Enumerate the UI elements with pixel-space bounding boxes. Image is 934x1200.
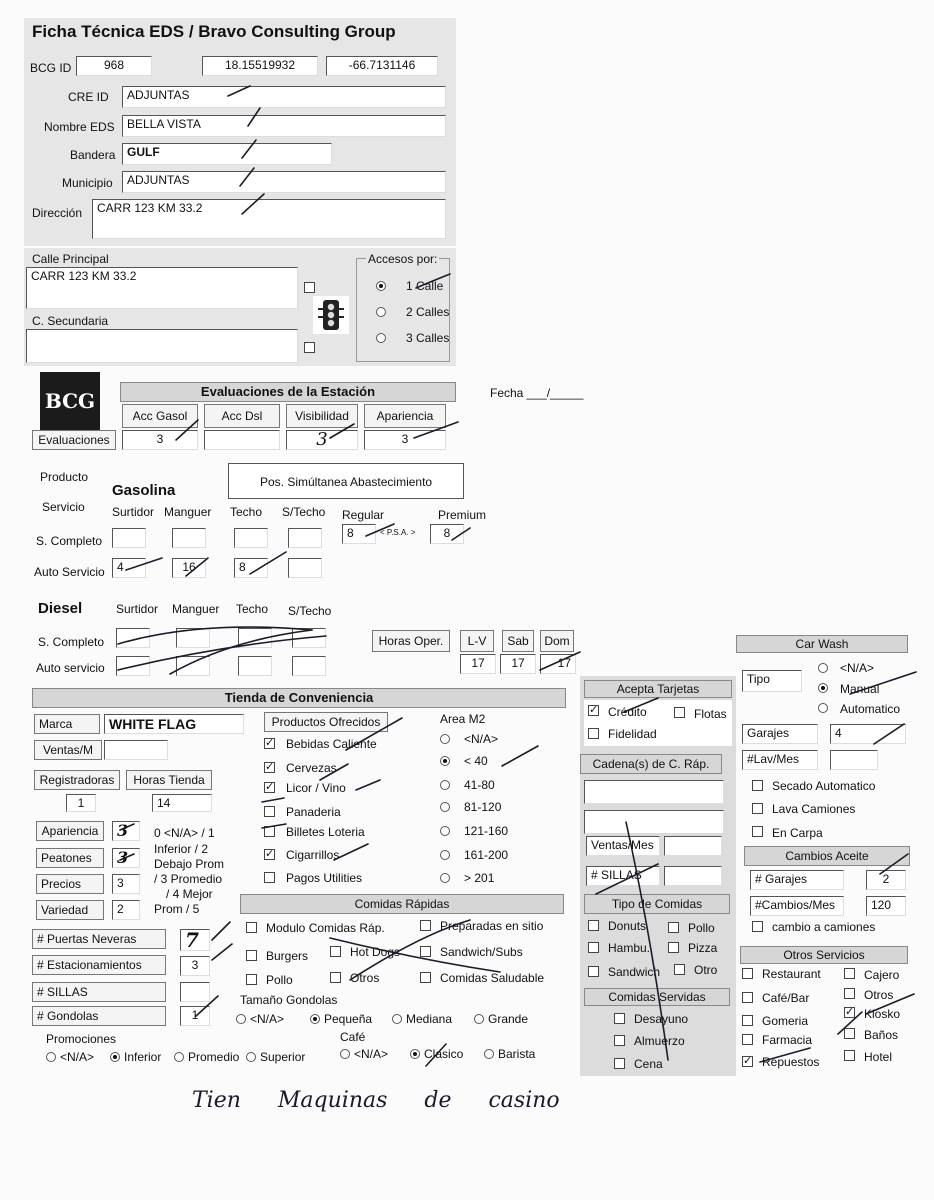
tipo-3-checkbox[interactable] — [668, 942, 679, 953]
comida-7-label: Comidas Saludable — [440, 971, 545, 985]
comida-3-checkbox[interactable] — [330, 946, 341, 957]
ventas-mes-label: Ventas/Mes — [586, 836, 660, 856]
carwash-garajes-field[interactable]: 4 — [830, 724, 906, 744]
gas-stecho-col: S/Techo — [282, 505, 326, 519]
otros-3-label: Farmacia — [762, 1033, 813, 1047]
promociones-label: Promociones — [46, 1032, 117, 1046]
calle-principal-label: Calle Principal — [32, 252, 109, 266]
accesos-2-label: 2 Calles — [406, 305, 450, 319]
comida-5-checkbox[interactable] — [246, 974, 257, 985]
otros-0-checkbox[interactable] — [742, 968, 753, 979]
variedad-field[interactable]: 2 — [112, 900, 140, 920]
en-carpa-checkbox[interactable] — [752, 826, 763, 837]
gas-completo-label: S. Completo — [36, 534, 103, 548]
promo-3-radio[interactable] — [246, 1052, 256, 1062]
traffic-light-icon — [313, 296, 349, 334]
calle-principal-checkbox[interactable] — [304, 282, 315, 293]
cafe-1-label: Clasico — [424, 1047, 464, 1061]
en-carpa-label: En Carpa — [772, 826, 823, 840]
calle-secundaria-field[interactable] — [26, 329, 298, 363]
carwash-lav-field[interactable] — [830, 750, 878, 770]
estacionamientos-label: # Estacionamientos — [32, 955, 166, 975]
secado-label: Secado Automatico — [772, 779, 876, 793]
gas-auto-label: Auto Servicio — [34, 565, 105, 579]
otros-r1-checkbox[interactable] — [844, 988, 855, 999]
servida-1-label: Almuerzo — [634, 1034, 685, 1048]
acepta-tarjetas-title: Acepta Tarjetas — [584, 680, 732, 698]
comida-1-checkbox[interactable] — [420, 920, 431, 931]
cre-id-label: CRE ID — [68, 90, 109, 104]
carwash-tipo-field[interactable]: Tipo — [742, 670, 802, 692]
puertas-field[interactable]: 7 — [180, 929, 210, 951]
credito-checkbox[interactable]: ✓ — [589, 704, 599, 716]
producto-5-label: Cigarrillos — [286, 848, 340, 862]
comidas-servidas-title: Comidas Servidas — [584, 988, 730, 1006]
peatones-label: Peatones — [36, 848, 104, 868]
otros-r3-checkbox[interactable] — [844, 1028, 855, 1039]
accesos-2-radio[interactable] — [376, 307, 386, 317]
scale-line-1: Inferior / 2 — [154, 842, 209, 856]
comida-2-label: Burgers — [266, 949, 309, 963]
tamano-1-label: Pequeña — [324, 1012, 373, 1026]
fidelidad-checkbox[interactable] — [588, 728, 599, 739]
calle-principal-field[interactable]: CARR 123 KM 33.2 — [26, 267, 298, 309]
latitude-field[interactable]: 18.15519932 — [202, 56, 318, 76]
marca-label: Marca — [34, 714, 100, 734]
gondolas-label: # Gondolas — [32, 1006, 166, 1026]
promo-2-radio[interactable] — [174, 1052, 184, 1062]
cambios-mes-label: #Cambios/Mes — [750, 896, 844, 916]
bandera-field[interactable]: GULF — [122, 143, 332, 165]
tipo-2-label: Hambu. — [608, 941, 651, 955]
comida-6-label: Otros — [350, 971, 380, 985]
cafe-1-radio[interactable] — [410, 1049, 420, 1059]
accesos-label: Accesos por: — [368, 252, 438, 266]
dsl-completo-label: S. Completo — [38, 635, 105, 649]
secado-checkbox[interactable] — [752, 780, 763, 791]
bandera-label: Bandera — [70, 148, 116, 162]
gas-manguer-col: Manguer — [164, 505, 212, 519]
carwash-garajes-label: Garajes — [742, 724, 818, 744]
cambios-title: Cambios Aceite — [744, 846, 910, 866]
accesos-3-radio[interactable] — [376, 333, 386, 343]
scale-line-2: Debajo Prom — [154, 857, 225, 871]
horas-tienda-field[interactable]: 14 — [152, 794, 212, 812]
producto-label: Producto — [40, 470, 89, 484]
tipo-5-label: Otro — [694, 963, 718, 977]
flotas-label: Flotas — [694, 707, 727, 721]
scale-line-3: / 3 Promedio — [154, 872, 223, 886]
producto-4-label: Billetes Loteria — [286, 825, 365, 839]
otros-4-label: Repuestos — [762, 1055, 820, 1069]
lv-hours-field[interactable]: 17 — [460, 654, 496, 674]
otros-3-checkbox[interactable] — [742, 1034, 753, 1045]
comidas-rapidas-title: Comidas Rápidas — [240, 894, 564, 914]
area-4-radio[interactable] — [440, 826, 450, 836]
gas-completo-stecho[interactable] — [288, 528, 322, 548]
bcg-id-label: BCG ID — [30, 61, 72, 75]
comida-0-checkbox[interactable] — [246, 922, 257, 933]
tipo-2-checkbox[interactable] — [588, 942, 599, 953]
productos-title: Productos Ofrecidos — [264, 712, 388, 732]
producto-4-checkbox[interactable] — [264, 826, 275, 837]
sillas-rap-label: # SILLAS — [586, 866, 660, 886]
credito-label: Crédito — [608, 705, 647, 719]
calle-secundaria-checkbox[interactable] — [304, 342, 315, 353]
acc-gasol-field[interactable]: 3 — [122, 430, 198, 450]
gas-auto-techo[interactable]: 8 — [234, 558, 268, 578]
visibilidad-field[interactable]: 3 — [286, 430, 358, 450]
precios-label: Precios — [36, 874, 104, 894]
area-5-label: 161-200 — [464, 848, 509, 862]
tienda-title: Tienda de Conveniencia — [32, 688, 566, 708]
horas-tienda-label: Horas Tienda — [126, 770, 212, 790]
otros-1-checkbox[interactable] — [742, 992, 753, 1003]
area-0-radio[interactable] — [440, 734, 450, 744]
otros-2-checkbox[interactable] — [742, 1015, 753, 1026]
sillas-rap-field[interactable] — [664, 866, 722, 886]
gas-surtidor-col: Surtidor — [112, 505, 155, 519]
ventas-m-label: Ventas/M — [34, 740, 102, 760]
promo-0-label: <N/A> — [60, 1050, 95, 1064]
cafe-0-label: <N/A> — [354, 1047, 389, 1061]
producto-5-checkbox[interactable]: ✓ — [265, 848, 275, 860]
dsl-auto-stecho[interactable] — [292, 656, 326, 676]
tipo-0-checkbox[interactable] — [588, 920, 599, 931]
tipo-4-checkbox[interactable] — [588, 966, 599, 977]
servicio-label: Servicio — [42, 500, 85, 514]
fecha-label: Fecha ___/_____ — [490, 386, 584, 400]
producto-6-checkbox[interactable] — [264, 872, 275, 883]
precios-field[interactable]: 3 — [112, 874, 140, 894]
gas-completo-manguer[interactable] — [172, 528, 206, 548]
promo-0-radio[interactable] — [46, 1052, 56, 1062]
area-5-radio[interactable] — [440, 850, 450, 860]
promo-2-label: Promedio — [188, 1050, 240, 1064]
area-2-label: 41-80 — [464, 778, 495, 792]
psa-label: < P.S.A. > — [380, 528, 416, 537]
scale-line-4: / 4 Mejor — [166, 887, 213, 901]
producto-3-checkbox[interactable] — [264, 806, 275, 817]
calle-secundaria-label: C. Secundaria — [32, 314, 109, 328]
promo-3-label: Superior — [260, 1050, 306, 1064]
gas-auto-surtidor[interactable]: 4 — [112, 558, 146, 578]
cadena-field-2[interactable] — [584, 810, 724, 834]
otros-r2-checkbox[interactable]: ✓ — [845, 1006, 855, 1018]
accesos-1-radio[interactable] — [376, 281, 386, 291]
dsl-completo-techo[interactable] — [238, 628, 272, 648]
area-2-radio[interactable] — [440, 780, 450, 790]
dsl-auto-techo[interactable] — [238, 656, 272, 676]
comida-4-checkbox[interactable] — [420, 946, 431, 957]
variedad-label: Variedad — [36, 900, 104, 920]
otros-r1-label: Otros — [864, 988, 894, 1002]
comida-1-label: Preparadas en sitio — [440, 919, 544, 933]
pos-simultanea-label: Pos. Simúltanea Abastecimiento — [260, 475, 433, 489]
otros-4-checkbox[interactable]: ✓ — [743, 1055, 753, 1067]
ventas-mes-field[interactable] — [664, 836, 722, 856]
dsl-completo-manguer[interactable] — [176, 628, 210, 648]
tamano-0-label: <N/A> — [250, 1012, 285, 1026]
regular-field[interactable]: 8 — [342, 524, 376, 544]
estacionamientos-field[interactable]: 3 — [180, 956, 210, 976]
otros-r0-label: Cajero — [864, 968, 900, 982]
dsl-auto-manguer[interactable] — [176, 656, 210, 676]
tamano-2-label: Mediana — [406, 1012, 453, 1026]
premium-field[interactable]: 8 — [430, 524, 464, 544]
tamano-0-radio[interactable] — [236, 1014, 246, 1024]
registradoras-label: Registradoras — [34, 770, 120, 790]
tipo-5-checkbox[interactable] — [674, 964, 685, 975]
dom-header: Dom — [540, 630, 574, 652]
producto-1-checkbox[interactable]: ✓ — [265, 761, 275, 773]
producto-1-label: Cervezas — [286, 761, 337, 775]
cafe-2-radio[interactable] — [484, 1049, 494, 1059]
evaluaciones-title: Evaluaciones de la Estación — [120, 382, 456, 402]
tamano-1-radio[interactable] — [310, 1014, 320, 1024]
tipo-0-label: Donuts — [608, 919, 647, 933]
area-6-radio[interactable] — [440, 873, 450, 883]
cambios-garajes-label: # Garajes — [750, 870, 844, 890]
producto-3-label: Panaderia — [286, 805, 341, 819]
bcg-id-field[interactable]: 968 — [76, 56, 152, 76]
gas-auto-manguer[interactable]: 16 — [172, 558, 206, 578]
lv-header: L-V — [460, 630, 494, 652]
sab-header: Sab — [502, 630, 534, 652]
dsl-manguer-col: Manguer — [172, 602, 220, 616]
otros-1-label: Café/Bar — [762, 991, 810, 1005]
visibilidad-header: Visibilidad — [286, 404, 358, 428]
cambio-camiones-checkbox[interactable] — [752, 921, 763, 932]
puertas-label: # Puertas Neveras — [32, 929, 166, 949]
cambio-camiones-label: cambio a camiones — [772, 920, 876, 934]
tipo-4-label: Sandwich — [608, 965, 661, 979]
cafe-0-radio[interactable] — [340, 1049, 350, 1059]
tamano-3-radio[interactable] — [474, 1014, 484, 1024]
producto-0-checkbox[interactable]: ✓ — [265, 737, 275, 749]
producto-0-label: Bebidas Caliente — [286, 737, 377, 751]
comida-4-label: Sandwich/Subs — [440, 945, 523, 959]
acc-gasol-header: Acc Gasol — [122, 404, 198, 428]
otros-r2-label: Kiosko — [864, 1007, 901, 1021]
acc-dsl-header: Acc Dsl — [204, 404, 280, 428]
apariencia-header: Apariencia — [364, 404, 446, 428]
otros-r4-checkbox[interactable] — [844, 1050, 855, 1061]
bcg-logo: BCG — [40, 372, 100, 430]
area-1-radio[interactable] — [440, 756, 450, 766]
carwash-title: Car Wash — [736, 635, 908, 653]
tipo-3-label: Pizza — [688, 941, 718, 955]
municipio-label: Municipio — [62, 176, 113, 190]
servida-1-checkbox[interactable] — [614, 1035, 625, 1046]
sillas-label: # SILLAS — [32, 982, 166, 1002]
carwash-manual-radio[interactable] — [818, 683, 828, 693]
carwash-auto-label: Automatico — [840, 702, 901, 716]
gondolas-field[interactable]: 1 — [180, 1006, 210, 1026]
horas-oper-button[interactable]: Horas Oper. — [372, 630, 450, 652]
cre-id-field[interactable]: ADJUNTAS — [122, 86, 446, 108]
dsl-completo-stecho[interactable] — [292, 628, 326, 648]
dsl-techo-col: Techo — [236, 602, 269, 616]
carwash-lav-label: #Lav/Mes — [742, 750, 818, 770]
promo-1-label: Inferior — [124, 1050, 162, 1064]
servida-0-checkbox[interactable] — [614, 1013, 625, 1024]
area-1-label: < 40 — [464, 754, 488, 768]
premium-label: Premium — [438, 508, 487, 522]
nombre-eds-field[interactable]: BELLA VISTA — [122, 115, 446, 137]
carwash-na-label: <N/A> — [840, 661, 875, 675]
producto-6-label: Pagos Utilities — [286, 871, 363, 885]
servida-2-label: Cena — [634, 1057, 663, 1071]
direccion-label: Dirección — [32, 206, 83, 220]
municipio-field[interactable]: ADJUNTAS — [122, 171, 446, 193]
dsl-stecho-col: S/Techo — [288, 604, 332, 618]
scale-line-5: Prom / 5 — [154, 902, 200, 916]
accesos-3-label: 3 Calles — [406, 331, 450, 345]
gas-completo-surtidor[interactable] — [112, 528, 146, 548]
comida-3-label: Hot Dogs — [350, 945, 401, 959]
comida-6-checkbox[interactable] — [330, 972, 341, 983]
gasolina-title: Gasolina — [112, 482, 176, 499]
scale-line-0: 0 <N/A> / 1 — [154, 826, 215, 840]
tamano-3-label: Grande — [488, 1012, 529, 1026]
ventas-m-field[interactable] — [104, 740, 168, 760]
comida-7-checkbox[interactable] — [420, 972, 431, 983]
servida-0-label: Desayuno — [634, 1012, 689, 1026]
accesos-1-label: 1 Calle — [406, 279, 444, 293]
producto-2-label: Licor / Vino — [286, 781, 346, 795]
peatones-field[interactable]: 3 — [112, 848, 140, 868]
tamano-2-radio[interactable] — [392, 1014, 402, 1024]
gas-auto-stecho[interactable] — [288, 558, 322, 578]
direccion-field[interactable]: CARR 123 KM 33.2 — [92, 199, 446, 239]
handwritten-note: Tien Maquinas de casino — [192, 1088, 560, 1113]
flotas-checkbox[interactable] — [674, 707, 685, 718]
cambios-garajes-field[interactable]: 2 — [866, 870, 906, 890]
otros-servicios-title: Otros Servicios — [740, 946, 908, 964]
comida-5-label: Pollo — [266, 973, 293, 987]
carwash-na-radio[interactable] — [818, 663, 828, 673]
area-6-label: > 201 — [464, 871, 495, 885]
promo-1-radio[interactable] — [110, 1052, 120, 1062]
tamano-label: Tamaño Gondolas — [240, 993, 338, 1007]
diesel-title: Diesel — [38, 600, 83, 617]
gas-completo-techo[interactable] — [234, 528, 268, 548]
area-3-label: 81-120 — [464, 800, 502, 814]
cadena-title: Cadena(s) de C. Ráp. — [580, 754, 722, 774]
fidelidad-label: Fidelidad — [608, 727, 657, 741]
dsl-completo-surtidor[interactable] — [116, 628, 150, 648]
otros-r0-checkbox[interactable] — [844, 968, 855, 979]
comida-2-checkbox[interactable] — [246, 950, 257, 961]
cafe-label: Café — [340, 1030, 366, 1044]
area-label: Area M2 — [440, 712, 486, 726]
otros-r4-label: Hotel — [864, 1050, 893, 1064]
evaluaciones-button[interactable]: Evaluaciones — [32, 430, 116, 450]
sab-hours-field[interactable]: 17 — [500, 654, 536, 674]
apariencia-label: Apariencia — [36, 821, 104, 841]
dsl-surtidor-col: Surtidor — [116, 602, 159, 616]
area-0-label: <N/A> — [464, 732, 499, 746]
servida-2-checkbox[interactable] — [614, 1058, 625, 1069]
dsl-auto-label: Auto servicio — [36, 661, 105, 675]
dsl-auto-surtidor[interactable] — [116, 656, 150, 676]
marca-field[interactable]: WHITE FLAG — [104, 714, 244, 734]
cambios-mes-field[interactable]: 120 — [866, 896, 906, 916]
carwash-auto-radio[interactable] — [818, 703, 828, 713]
apariencia-tienda-field[interactable]: 3 — [112, 821, 140, 841]
nombre-eds-label: Nombre EDS — [44, 120, 115, 134]
regular-label: Regular — [342, 508, 385, 522]
dom-hours-field[interactable]: 17 — [540, 654, 576, 674]
cadena-field-1[interactable] — [584, 780, 724, 804]
area-4-label: 121-160 — [464, 824, 509, 838]
tipo-comidas-title: Tipo de Comidas — [584, 894, 730, 914]
otros-r3-label: Baños — [864, 1028, 899, 1042]
cafe-2-label: Barista — [498, 1047, 536, 1061]
sillas-field[interactable] — [180, 982, 210, 1002]
otros-0-label: Restaurant — [762, 967, 821, 981]
carwash-manual-label: Manual — [840, 682, 880, 696]
acc-dsl-field[interactable] — [204, 430, 280, 450]
form-title: Ficha Técnica EDS / Bravo Consulting Group — [32, 22, 396, 41]
longitude-field[interactable]: -66.7131146 — [326, 56, 438, 76]
apariencia-field[interactable]: 3 — [364, 430, 446, 450]
tipo-1-checkbox[interactable] — [668, 922, 679, 933]
lava-camiones-label: Lava Camiones — [772, 802, 856, 816]
registradoras-field[interactable]: 1 — [66, 794, 96, 812]
tipo-1-label: Pollo — [688, 921, 715, 935]
area-3-radio[interactable] — [440, 802, 450, 812]
lava-camiones-checkbox[interactable] — [752, 803, 763, 814]
gas-techo-col: Techo — [230, 505, 263, 519]
otros-2-label: Gomeria — [762, 1014, 809, 1028]
comida-0-label: Modulo Comidas Ráp. — [266, 921, 385, 935]
producto-2-checkbox[interactable]: ✓ — [265, 781, 275, 793]
